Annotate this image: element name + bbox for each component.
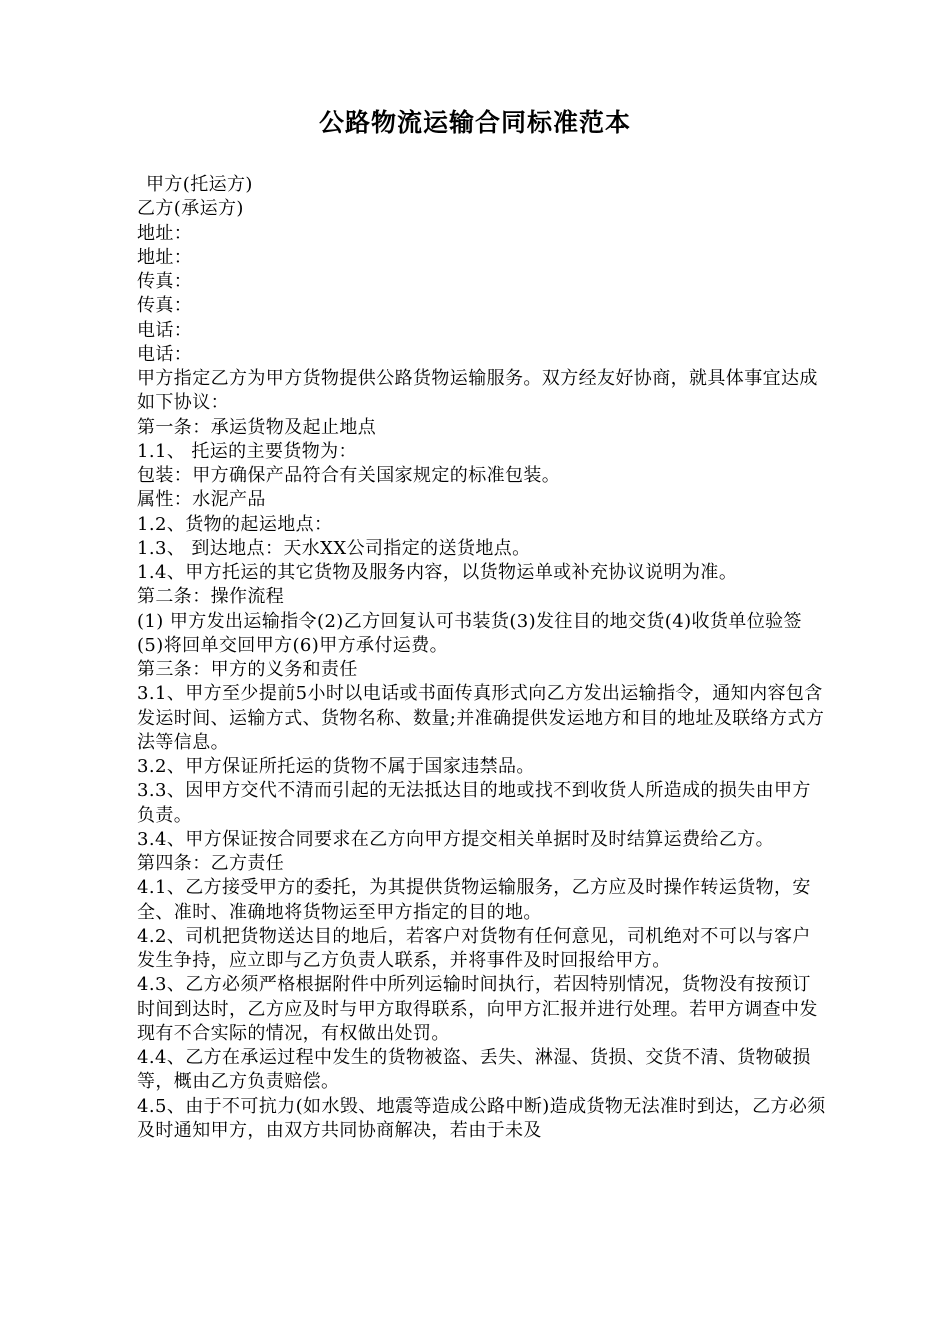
clause-4-4: 4.4、乙方在承运过程中发生的货物被盗、丢失、淋湿、货损、交货不清、货物破损等，概由乙方负责赔偿。 [137, 1047, 811, 1093]
fax-line-a: 传真： [137, 271, 193, 292]
address-line-b: 地址： [137, 246, 193, 268]
clause-4-3: 4.3、乙方必须严格根据附件中所列运输时间执行，若因特别情况，货物没有按预订时间到达时，乙方应及时与甲方取得联系，向甲方汇报并进行处理。若甲方调查中发现有不合实际的情况，有权做出处罚。 [137, 974, 818, 1044]
clause-3-1: 3.1、甲方至少提前5小时以电话或书面传真形式向乙方发出运输指令，通知内容包含发运时间、运输方式、货物名称、数量;并准确提供发运地方和目的地址及联络方式方法等信息。 [137, 683, 825, 753]
clause-4-2: 4.2、司机把货物送达目的地后，若客户对货物有任何意见，司机绝对不可以与客户发生争持，应立即与乙方负责人联系，并将事件及时回报给甲方。 [137, 925, 811, 971]
clause-3-4: 3.4、甲方保证按合同要求在乙方向甲方提交相关单据时及时结算运费给乙方。 [137, 828, 775, 850]
preamble-paragraph: 甲方指定乙方为甲方货物提供公路货物运输服务。双方经友好协商，就具体事宜达成如下协议： [137, 368, 818, 414]
clause-1-4: 1.4、甲方托运的其它货物及服务内容，以货物运单或补充协议说明为准。 [137, 562, 738, 583]
article-1-heading: 第一条：承运货物及起止地点 [137, 416, 377, 438]
document-body [137, 173, 827, 1143]
packaging-clause: 包装：甲方确保产品符合有关国家规定的标准包装。 [137, 465, 561, 486]
clause-3-2: 3.2、甲方保证所托运的货物不属于国家违禁品。 [137, 756, 535, 777]
clause-4-5: 4.5、由于不可抗力(如水毁、地震等造成公路中断)造成货物无法准时到达，乙方必须及时通知甲方，由双方共同协商解决，若由于未及 [137, 1095, 826, 1141]
property-clause: 属性：水泥产品 [137, 489, 266, 511]
clause-1-2: 1.2、货物的起运地点： [137, 513, 333, 535]
clause-1-3: 1.3、 到达地点：天水XX公司指定的送货地点。 [137, 537, 531, 559]
party-a-line: 甲方(托运方) [146, 174, 253, 195]
clause-4-1: 4.1、乙方接受甲方的委托，为其提供货物运输服务，乙方应及时操作转运货物，安全、准时、准确地将货物运至甲方指定的目的地。 [137, 877, 811, 923]
phone-line-b: 电话： [137, 343, 193, 365]
clause-3-3: 3.3、因甲方交代不清而引起的无法抵达目的地或找不到收货人所造成的损失由甲方负责。 [137, 780, 811, 826]
fax-line-b: 传真： [137, 295, 193, 317]
article-3-heading: 第三条：甲方的义务和责任 [137, 659, 358, 680]
clause-1-1: 1.1、 托运的主要货物为： [137, 440, 357, 462]
process-steps: (1) 甲方发出运输指令(2)乙方回复认可书装货(3)发往目的地交货(4)收货单位验签(5)将回单交回甲方(6)甲方承付运费。 [137, 610, 802, 656]
phone-line-a: 电话： [137, 319, 193, 341]
document-title: 公路物流运输合同标准范本 [318, 108, 631, 137]
address-line-a: 地址： [137, 222, 193, 244]
party-b-line: 乙方(承运方) [137, 198, 244, 220]
article-2-heading: 第二条：操作流程 [137, 586, 285, 608]
article-4-heading: 第四条：乙方责任 [137, 853, 285, 874]
